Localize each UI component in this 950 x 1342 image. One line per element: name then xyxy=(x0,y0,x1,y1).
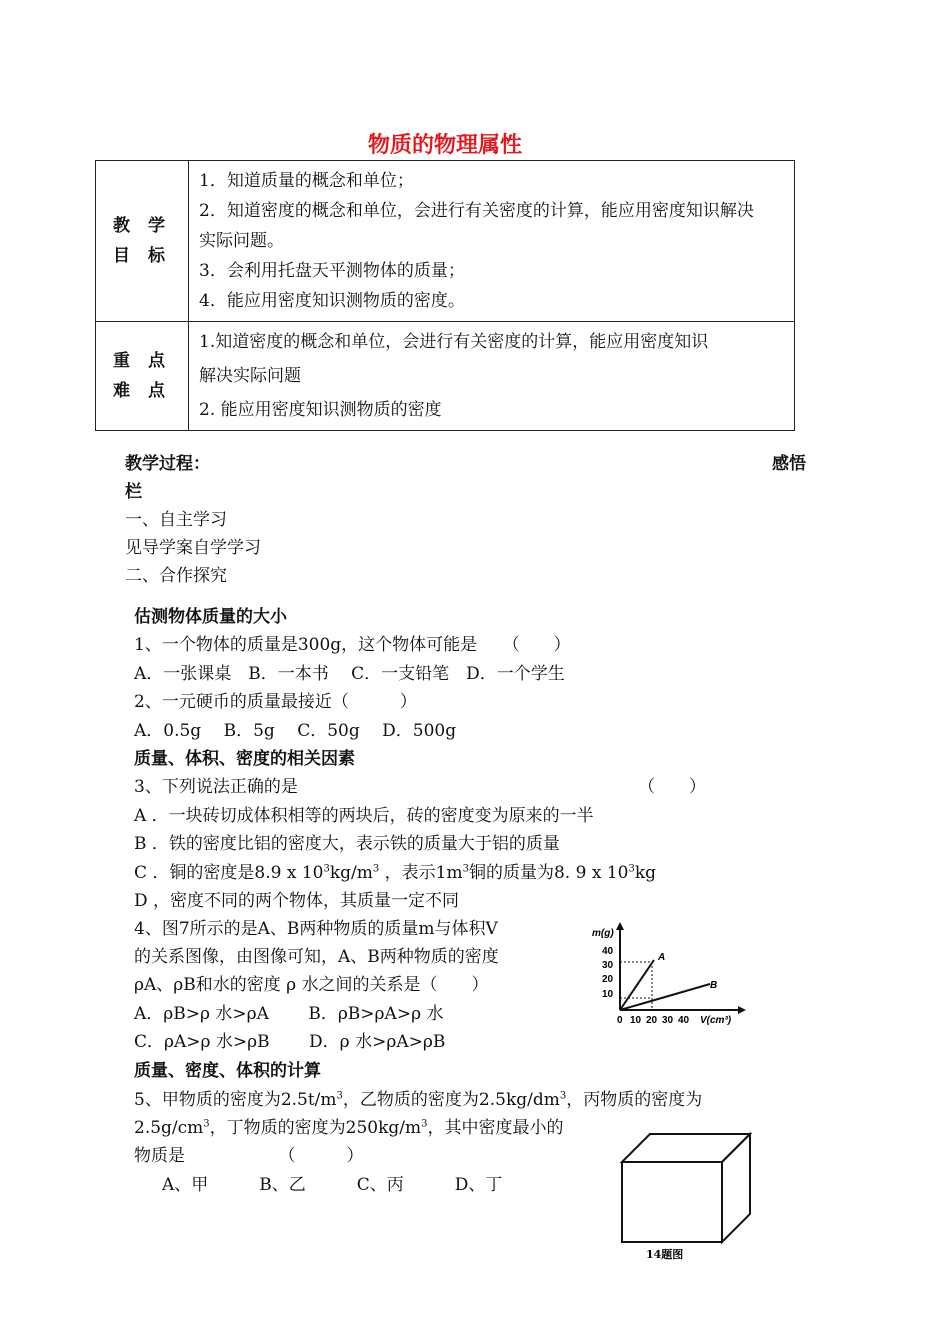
q3-option-d: D ，密度不同的两个物体，其质量一定不同 xyxy=(134,891,460,911)
q4-line-2: 的关系图像，由图像可知，A、B两种物质的密度 xyxy=(134,947,499,967)
q3-option-b: B ．铁的密度比铝的密度大，表示铁的质量大于铝的质量 xyxy=(134,834,560,854)
goals-label xyxy=(96,161,189,322)
goal-item: 2．知道密度的概念和单位，会进行有关密度的计算，能应用密度知识解决 xyxy=(199,201,754,221)
cube-top-face xyxy=(622,1134,750,1162)
q1-options: A．一张课桌 B．一本书 C．一支铅笔 D．一个学生 xyxy=(134,664,565,684)
q3-stem: 3、下列说法正确的是 xyxy=(134,777,298,797)
q2-stem: 2、一元硬币的质量最接近（ ） xyxy=(134,692,417,712)
goals-label-line1: 教 学 xyxy=(113,216,171,236)
y-axis-label: m(g) xyxy=(592,928,614,939)
x-axis-label: V(cm³) xyxy=(700,1015,732,1026)
goal-item: 1．知道质量的概念和单位； xyxy=(199,171,414,191)
y-tick-label: 10 xyxy=(602,989,614,1000)
y-tick-label: 20 xyxy=(602,974,614,985)
section-1-text: 见导学案自学学习 xyxy=(125,538,261,558)
line-b xyxy=(620,984,710,1010)
key-points-label-line2: 难 点 xyxy=(113,381,171,401)
x-tick-label: 40 xyxy=(678,1015,690,1026)
key-points-label-line1: 重 点 xyxy=(113,351,171,371)
cube-caption: 14题图 xyxy=(646,1248,684,1261)
lesson-plan-table xyxy=(95,160,795,431)
process-label: 教学过程： xyxy=(125,454,210,474)
q3-option-c: C ．铜的密度是8.9 x $10^3kg/m^3$ ，表示$1m^3$铜的质量为8. 9 x $10^3kg$ xyxy=(134,863,657,883)
q1-stem: 1、一个物体的质量是300g，这个物体可能是 （ ） xyxy=(134,635,571,655)
q5-options: A、甲 B、乙 C、丙 D、丁 xyxy=(162,1175,503,1195)
line-b-label: B xyxy=(710,980,718,991)
key-point-item: 2. 能应用密度知识测物质的密度 xyxy=(199,400,442,420)
q4-options-ab: A．ρB>ρ 水>ρA B．ρB>ρA>ρ 水 xyxy=(134,1004,444,1024)
goals-body xyxy=(189,161,795,322)
goal-item: 3．会利用托盘天平测物体的质量； xyxy=(199,261,465,281)
key-points-row xyxy=(96,322,795,431)
key-point-item: 解决实际问题 xyxy=(199,366,301,386)
x-axis-arrow xyxy=(738,1006,746,1014)
x-tick-label: 10 xyxy=(630,1015,642,1026)
section-2-heading: 二、合作探究 xyxy=(125,566,227,586)
q3-option-a: A ．一块砖切成体积相等的两块后，砖的密度变为原来的一半 xyxy=(134,806,594,826)
q2-options: A．0.5g B．5g C．50g D．500g xyxy=(134,721,457,741)
q5-line-3: 物质是 （ ） xyxy=(134,1146,364,1166)
goals-label-line2: 目 标 xyxy=(113,246,171,266)
x-tick-label: 30 xyxy=(662,1015,674,1026)
key-point-item: 1.知道密度的概念和单位，会进行有关密度的计算，能应用密度知识 xyxy=(199,332,709,352)
mass-volume-graph xyxy=(588,918,748,1030)
q5-line-2: $2.5g/cm^3$，丁物质的密度为$250kg/m^3$，其中密度最小的 xyxy=(134,1118,564,1138)
topic-3-heading: 质量、密度、体积的计算 xyxy=(134,1061,321,1081)
topic-1-heading: 估测物体质量的大小 xyxy=(134,607,287,627)
x-tick-label: 20 xyxy=(646,1015,658,1026)
goals-row xyxy=(96,161,795,322)
key-points-body xyxy=(189,322,795,431)
q4-options-cd: C．ρA>ρ 水>ρB D．ρ 水>ρA>ρB xyxy=(134,1032,446,1052)
q5-line-1: 5、甲物质的密度为$2.5t/m^3$，乙物质的密度为$2.5kg/dm^3$，丙物质的密度为 xyxy=(134,1090,703,1110)
q4-line-1: 4、图7所示的是A、B两种物质的质量m与体积V xyxy=(134,919,498,939)
section-1-heading: 一、自主学习 xyxy=(125,510,227,530)
cube-figure xyxy=(618,1130,758,1262)
y-axis-arrow xyxy=(616,922,624,930)
y-tick-label: 40 xyxy=(602,946,614,957)
reflection-label-cont: 栏 xyxy=(125,482,142,502)
y-tick-label: 30 xyxy=(602,960,614,971)
page-title: 物质的物理属性 xyxy=(367,133,522,158)
cube-front-face xyxy=(622,1162,722,1242)
reflection-label: 感悟 xyxy=(772,454,806,474)
key-points-label xyxy=(96,322,189,431)
goal-item: 4．能应用密度知识测物质的密度。 xyxy=(199,291,465,311)
line-a-label: A xyxy=(658,952,666,963)
x-tick-label: 0 xyxy=(617,1015,623,1026)
q3-answer-bracket: （ ） xyxy=(638,777,706,797)
goal-item: 实际问题。 xyxy=(199,231,284,251)
cube-side-face xyxy=(722,1134,750,1242)
q4-line-3: ρA、ρB和水的密度 ρ 水之间的关系是（ ） xyxy=(134,975,489,995)
topic-2-heading: 质量、体积、密度的相关因素 xyxy=(134,749,355,769)
